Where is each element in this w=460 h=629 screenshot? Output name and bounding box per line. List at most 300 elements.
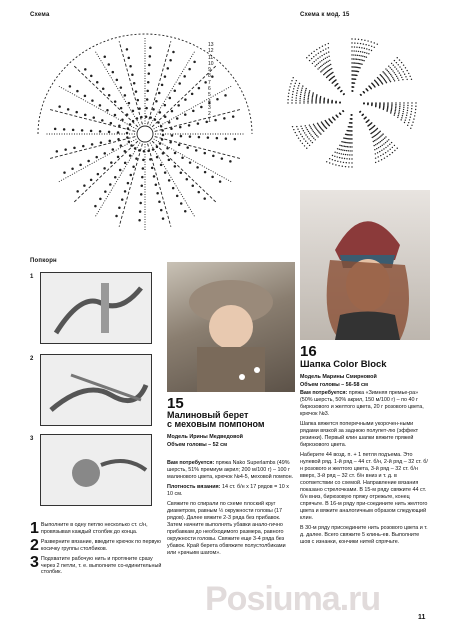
stitch-mark (90, 130, 92, 132)
pinwheel-stitch (406, 115, 407, 116)
stitch-mark (117, 156, 119, 158)
pinwheel-stitch (390, 74, 391, 75)
pinwheel-stitch (373, 141, 374, 142)
stitch-mark (132, 74, 134, 76)
pinwheel-stitch (326, 161, 327, 162)
pinwheel-stitch (384, 157, 385, 158)
pinwheel-stitch (300, 96, 301, 97)
pinwheel-stitch (366, 48, 367, 49)
pinwheel-stitch (374, 149, 375, 150)
stitch-mark (171, 135, 173, 137)
pinwheel-stitch (341, 153, 342, 154)
pinwheel-stitch (386, 82, 387, 83)
pinwheel-stitch (356, 63, 357, 64)
diagram-ray (154, 139, 232, 182)
stitch-mark (114, 101, 116, 103)
pinwheel-stitch (378, 160, 379, 161)
stitch-mark (118, 138, 120, 140)
pinwheel-stitch (392, 77, 393, 78)
pinwheel-stitch (308, 96, 309, 97)
pinwheel-stitch (340, 161, 341, 162)
pinwheel-stitch (383, 109, 384, 110)
pinwheel-stitch (341, 145, 342, 146)
stitch-mark (170, 141, 172, 143)
pinwheel-stitch (339, 149, 340, 150)
pinwheel-stitch (295, 102, 296, 103)
pinwheel-stitch (315, 139, 316, 140)
pinwheel-stitch (398, 113, 399, 114)
stitch-mark (120, 107, 122, 109)
pinwheel-stitch (414, 115, 415, 116)
diagram-ray (95, 143, 140, 217)
stitch-mark (63, 129, 65, 131)
pinwheel-stitch (388, 78, 389, 79)
pinwheel-stitch (397, 117, 398, 118)
needs-label: Вам потребуется: (167, 460, 215, 466)
pinwheel-stitch (349, 142, 350, 143)
stitch-mark (158, 122, 160, 124)
pinwheel-stitch (385, 142, 386, 143)
stitch-mark (108, 94, 110, 96)
pinwheel-stitch (351, 154, 352, 155)
watermark-text: Posiuma.ru (205, 580, 381, 618)
stitch-mark (114, 176, 116, 178)
stitch-mark (116, 79, 118, 81)
stitch-mark (167, 68, 169, 70)
pinwheel-stitch (308, 95, 309, 96)
pinwheel-stitch (402, 113, 403, 114)
pinwheel-stitch (351, 146, 352, 147)
pinwheel-stitch (400, 75, 401, 76)
stitch-mark (192, 185, 194, 187)
diagram-ray (58, 139, 136, 182)
pinwheel-stitch (360, 94, 361, 95)
pinwheel-stitch (408, 122, 409, 123)
pinwheel-stitch (314, 126, 315, 127)
stitch-mark (90, 179, 92, 181)
stitch-mark (189, 68, 191, 70)
stitch-mark (124, 95, 126, 97)
pinwheel-stitch (329, 65, 330, 66)
row-number: 5 (208, 92, 211, 99)
stitch-mark (170, 59, 172, 61)
pinwheel-stitch (319, 67, 320, 68)
model16-para-3: В 30-м ряду присоедините нить розового цвета и т. д. далее. Всего свяжите 5 клинь-ев. Выполните шов с изнанки, кончики нитей спрячьте. (300, 525, 428, 545)
pinwheel-stitch (411, 125, 412, 126)
pinwheel-stitch (360, 43, 361, 44)
stitch-mark (184, 114, 186, 116)
stitch-mark (174, 152, 176, 154)
stitch-mark (80, 164, 82, 166)
pinwheel-stitch (385, 147, 386, 148)
pinwheel-stitch (349, 150, 350, 151)
pinwheel-stitch (314, 61, 315, 62)
pinwheel-stitch (321, 55, 322, 56)
stitch-mark (146, 99, 148, 101)
pinwheel-stitch (316, 49, 317, 50)
stitch-mark (81, 130, 83, 132)
pinwheel-stitch (382, 71, 383, 72)
needs-text: пряжа Nako Superlambs (49% шерсть, 51% премиум акрил; 200 м/100 г) – 100 г малинового цвета, крючок №4-5, меховой помпон. (167, 460, 294, 480)
pinwheel-stitch (370, 133, 371, 134)
pinwheel-stitch (375, 157, 376, 158)
pinwheel-stitch (383, 143, 384, 144)
illus-num-2: 2 (30, 356, 34, 362)
stitch-mark (129, 155, 131, 157)
stitch-mark (129, 124, 131, 126)
pinwheel-stitch (354, 42, 355, 43)
pinwheel-stitch (342, 166, 343, 167)
pinwheel-stitch (324, 54, 325, 55)
stitch-mark (120, 87, 122, 89)
pinwheel-stitch (307, 143, 308, 144)
pinwheel-stitch (395, 107, 396, 108)
stitch-mark (147, 90, 149, 92)
pinwheel-stitch (336, 152, 337, 153)
stitch-mark (92, 100, 94, 102)
pinwheel-stitch (289, 89, 290, 90)
pinwheel-stitch (350, 114, 351, 115)
pinwheel-stitch (317, 123, 318, 124)
stitch-mark (127, 128, 129, 130)
stitch-mark (132, 120, 134, 122)
pinwheel-stitch (299, 102, 300, 103)
pinwheel-stitch (309, 60, 310, 61)
pinwheel-stitch (346, 142, 347, 143)
pinwheel-stitch (308, 138, 309, 139)
pinwheel-stitch (368, 49, 369, 50)
pinwheel-stitch (345, 166, 346, 167)
pinwheel-stitch (385, 152, 386, 153)
stitch-mark (189, 136, 191, 138)
pinwheel-stitch (328, 118, 329, 119)
pinwheel-stitch (395, 74, 396, 75)
pinwheel-stitch (405, 67, 406, 68)
stitch-mark (135, 91, 137, 93)
pinwheel-stitch (313, 124, 314, 125)
stitch-mark (232, 116, 234, 118)
stitch-mark (186, 178, 188, 180)
row-number: 10 (208, 60, 214, 67)
pinwheel-stitch (314, 132, 315, 133)
stitch-mark (197, 167, 199, 169)
pinwheel-stitch (299, 100, 300, 101)
stitch-mark (185, 99, 187, 101)
step1-yarn-icon (41, 273, 151, 343)
pinwheel-stitch (341, 141, 342, 142)
pinwheel-stitch (320, 96, 321, 97)
pinwheel-stitch (378, 85, 379, 86)
pinwheel-stitch (415, 106, 416, 107)
pinwheel-stitch (411, 105, 412, 106)
pinwheel-stitch (301, 87, 302, 88)
pinwheel-stitch (294, 85, 295, 86)
gauge-label: Плотность вязания: (167, 484, 221, 490)
stitch-mark (150, 159, 152, 161)
stitch-mark (215, 119, 217, 121)
pinwheel-stitch (358, 71, 359, 72)
pinwheel-stitch (301, 128, 302, 129)
pinwheel-stitch (378, 147, 379, 148)
step-text: Выполните в одну петлю несколько ст. с/н, провязывая каждый столбик до конца. (40, 522, 148, 535)
step3-yarn-icon (41, 435, 151, 505)
stitch-mark (156, 146, 158, 148)
pinwheel-stitch (401, 117, 402, 118)
pinwheel-stitch (344, 146, 345, 147)
pinwheel-stitch (393, 65, 394, 66)
pinwheel-stitch (320, 51, 321, 52)
stitch-mark (157, 192, 159, 194)
pinwheel-stitch (313, 51, 314, 52)
pinwheel-stitch (296, 135, 297, 136)
stitch-mark (221, 158, 223, 160)
step-number: 3 (30, 554, 39, 571)
pinwheel-stitch (415, 112, 416, 113)
stitch-mark (161, 84, 163, 86)
pinwheel-stitch (353, 54, 354, 55)
model16-size: Объем головы – 56-58 см (300, 381, 368, 388)
pinwheel-stitch (319, 47, 320, 48)
model15-body (167, 460, 295, 560)
pinwheel-stitch (335, 101, 336, 102)
pinwheel-stitch (325, 48, 326, 49)
pinwheel-stitch (324, 97, 325, 98)
pinwheel-stitch (400, 119, 401, 120)
pinwheel-stitch (346, 162, 347, 163)
pinwheel-stitch (405, 76, 406, 77)
stitch-mark (188, 125, 190, 127)
stitch-mark (198, 87, 200, 89)
pinwheel-stitch (359, 55, 360, 56)
pinwheel-stitch (380, 146, 381, 147)
pinwheel-stitch (361, 64, 362, 65)
pinwheel-stitch (300, 92, 301, 93)
pinwheel-stitch (389, 72, 390, 73)
pinwheel-stitch (311, 102, 312, 103)
pinwheel-stitch (297, 90, 298, 91)
crochet-circle-diagram (30, 22, 260, 242)
pinwheel-stitch (412, 122, 413, 123)
stitch-mark (105, 191, 107, 193)
stitch-mark (164, 172, 166, 174)
pinwheel-stitch (345, 154, 346, 155)
pinwheel-stitch (355, 62, 356, 63)
pinwheel-stitch (354, 62, 355, 63)
pinwheel-stitch (348, 146, 349, 147)
pinwheel-stitch (381, 159, 382, 160)
stitch-mark (158, 92, 160, 94)
pinwheel-stitch (356, 50, 357, 51)
pinwheel-stitch (394, 80, 395, 81)
stitch-mark (136, 118, 138, 120)
pinwheel-stitch (303, 102, 304, 103)
pinwheel-stitch (329, 162, 330, 163)
pinwheel-stitch (351, 46, 352, 47)
illus-num-3: 3 (30, 436, 34, 442)
pinwheel-stitch (394, 111, 395, 112)
model15-needs (167, 460, 295, 481)
stitch-mark (84, 114, 86, 116)
stitch-mark (205, 82, 207, 84)
pinwheel-stitch (351, 142, 352, 143)
pinwheel-stitch (362, 56, 363, 57)
pinwheel-stitch (328, 61, 329, 62)
step-number: 2 (30, 537, 39, 554)
pinwheel-stitch (351, 166, 352, 167)
pinwheel-stitch (325, 44, 326, 45)
stitch-mark (124, 191, 126, 193)
stitch-mark (100, 142, 102, 144)
pinwheel-stitch (298, 137, 299, 138)
pinwheel-stitch (372, 137, 373, 138)
pinwheel-stitch (356, 75, 357, 76)
pinwheel-stitch (407, 125, 408, 126)
pinwheel-stitch (371, 50, 372, 51)
pinwheel-stitch (391, 75, 392, 76)
model15-header (167, 396, 295, 452)
pinwheel-stitch (381, 134, 382, 135)
pinwheel-stitch (376, 148, 377, 149)
pinwheel-stitch (293, 88, 294, 89)
pinwheel-stitch (303, 138, 304, 139)
pinwheel-stitch (310, 134, 311, 135)
pinwheel-stitch (350, 118, 351, 119)
pinwheel-stitch (339, 145, 340, 146)
stitch-mark (148, 73, 150, 75)
pinwheel-stitch (305, 91, 306, 92)
pinwheel-stitch (379, 136, 380, 137)
pinwheel-stitch (335, 115, 336, 116)
stitch-mark (153, 109, 155, 111)
pinwheel-stitch (321, 121, 322, 122)
pinwheel-stitch (364, 48, 365, 49)
pinwheel-stitch (363, 60, 364, 61)
pinwheel-stitch (296, 80, 297, 81)
pinwheel-stitch (300, 126, 301, 127)
pinwheel-stitch (320, 133, 321, 134)
pinwheel-stitch (309, 145, 310, 146)
stitch-mark (152, 149, 154, 151)
pinwheel-stitch (390, 112, 391, 113)
pinwheel-stitch (335, 79, 336, 80)
pinwheel-stitch (388, 71, 389, 72)
pinwheel-stitch (377, 44, 378, 45)
pinwheel-stitch (399, 102, 400, 103)
pinwheel-stitch (345, 142, 346, 143)
pinwheel-stitch (406, 112, 407, 113)
pinwheel-stitch (293, 77, 294, 78)
stitch-mark (230, 161, 232, 163)
stitch-mark (72, 168, 74, 170)
stitch-mark (148, 150, 150, 152)
crochet-diagram-svg (30, 22, 260, 242)
pinwheel-stitch (413, 118, 414, 119)
stitch-mark (171, 128, 173, 130)
pinwheel-stitch (302, 136, 303, 137)
stitch-mark (151, 167, 153, 169)
pinwheel-stitch (396, 76, 397, 77)
stitch-mark (84, 69, 86, 71)
stitch-mark (117, 132, 119, 134)
pinwheel-stitch (362, 51, 363, 52)
pinwheel-stitch (387, 77, 388, 78)
pinwheel-stitch (366, 57, 367, 58)
stitch-mark (171, 110, 173, 112)
row-number: 2 (208, 111, 211, 118)
stitch-mark (180, 135, 182, 137)
pinwheel-stitch (310, 126, 311, 127)
pinwheel-stitch (391, 102, 392, 103)
pinwheel-stitch (348, 150, 349, 151)
stitch-mark (108, 64, 110, 66)
pinwheel-stitch (297, 128, 298, 129)
pinwheel-stitch (399, 66, 400, 67)
pinwheel-stitch (364, 118, 365, 119)
pinwheel-stitch (350, 142, 351, 143)
stitch-mark (167, 147, 169, 149)
pinwheel-stitch (387, 141, 388, 142)
pinwheel-stitch (388, 66, 389, 67)
pinwheel-stitch (341, 90, 342, 91)
pinwheel-stitch (385, 73, 386, 74)
pinwheel-stitch (312, 93, 313, 94)
stitch-mark (102, 120, 104, 122)
stitch-mark (112, 149, 114, 151)
pinwheel-stitch (334, 160, 335, 161)
pinwheel-stitch (402, 79, 403, 80)
pinwheel-stitch (290, 83, 291, 84)
stitch-mark (127, 182, 129, 184)
pinwheel-stitch (377, 152, 378, 153)
pinwheel-stitch (364, 56, 365, 57)
stitch-mark (164, 104, 166, 106)
pinwheel-stitch (342, 145, 343, 146)
pinwheel-stitch (329, 60, 330, 61)
pinwheel-stitch (361, 39, 362, 40)
pinwheel-stitch (367, 40, 368, 41)
pinwheel-stitch (311, 53, 312, 54)
stitch-mark (189, 162, 191, 164)
pinwheel-stitch (305, 140, 306, 141)
pinwheel-stitch (397, 148, 398, 149)
gauge-text: 14 ст. б/н х 17 рядов = 10 х 10 см. (167, 484, 289, 497)
pinwheel-stitch (301, 90, 302, 91)
pinwheel-stitch (353, 50, 354, 51)
pinwheel-stitch (306, 88, 307, 89)
step-number: 1 (30, 520, 39, 537)
pinwheel-stitch (341, 157, 342, 158)
pinwheel-stitch (394, 114, 395, 115)
pinwheel-stitch (404, 122, 405, 123)
pinwheel-stitch (390, 81, 391, 82)
pinwheel-stitch (349, 158, 350, 159)
stitch-mark (150, 47, 152, 49)
pinwheel-stitch (360, 55, 361, 56)
pinwheel-stitch (296, 95, 297, 96)
pinwheel-stitch (328, 56, 329, 57)
pinwheel-stitch (309, 124, 310, 125)
row-number: 1 (208, 117, 211, 124)
stitch-mark (64, 172, 66, 174)
pinwheel-stitch (312, 142, 313, 143)
pinwheel-stitch (356, 47, 357, 48)
pinwheel-stitch (374, 86, 375, 87)
pinwheel-stitch (391, 106, 392, 107)
stitch-mark (137, 99, 139, 101)
pinwheel-stitch (327, 57, 328, 58)
pinwheel-stitch (326, 62, 327, 63)
stitch-mark (124, 162, 126, 164)
